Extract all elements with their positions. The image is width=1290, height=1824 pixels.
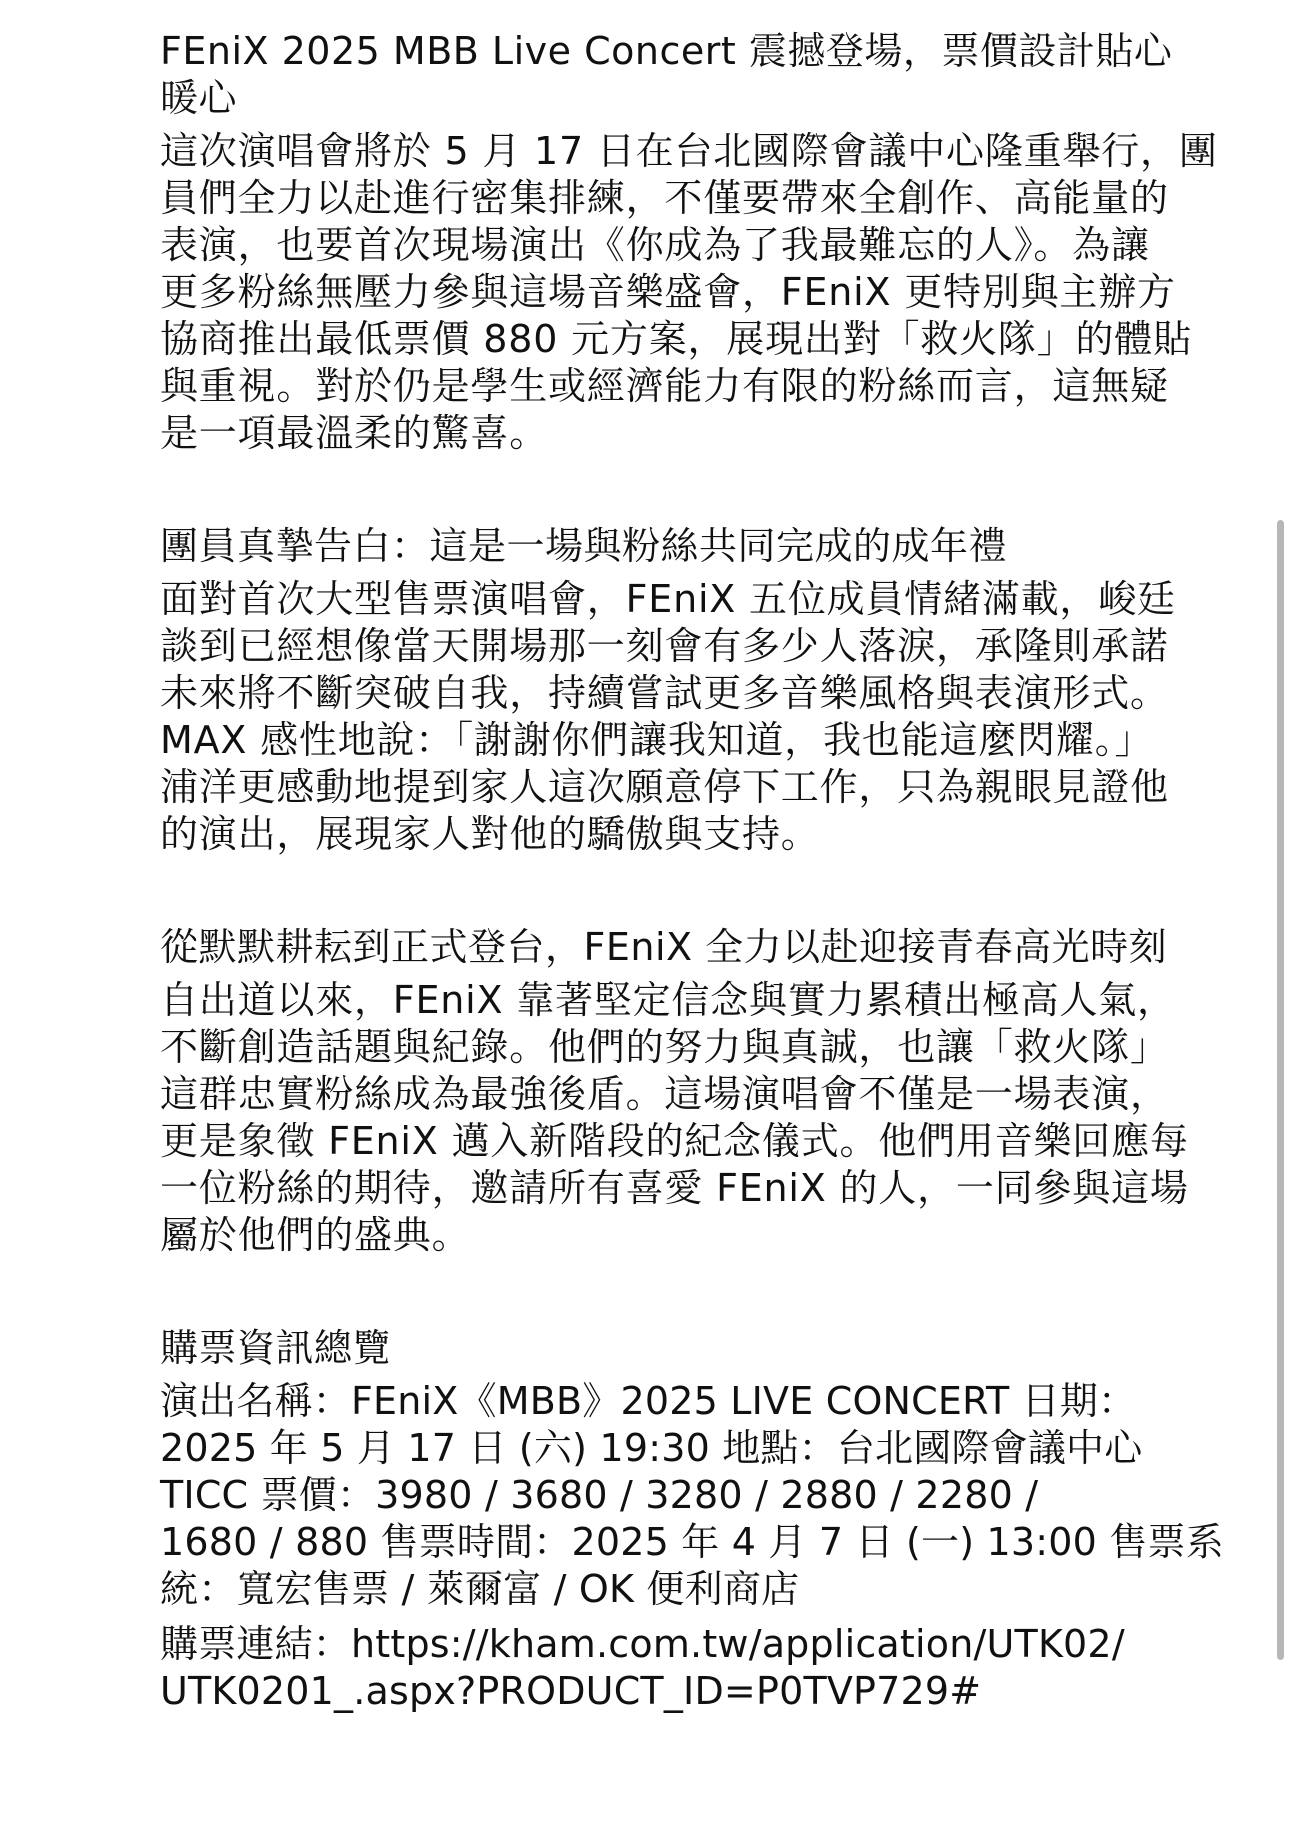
heading-line: FEniX 2025 MBB Live Concert 震撼登場，票價設計貼心 (160, 29, 1173, 73)
heading-line: 團員真摯告白：這是一場與粉絲共同完成的成年禮 (160, 524, 1008, 568)
paragraph-line: 浦洋更感動地提到家人這次願意停下工作，只為親眼見證他 (160, 765, 1169, 809)
paragraph-line: 統：寬宏售票 / 萊爾富 / OK 便利商店 (160, 1567, 800, 1611)
section-heading (160, 924, 1250, 971)
paragraph-line: 談到已經想像當天開場那一刻會有多少人落淚，承隆則承諾 (160, 624, 1169, 668)
paragraph-line: 這次演唱會將於 5 月 17 日在台北國際會議中心隆重舉行，團 (160, 129, 1218, 173)
ticket-link-paragraph[interactable] (160, 1621, 1250, 1715)
paragraph-line: 演出名稱：FEniX《MBB》2025 LIVE CONCERT 日期： (160, 1379, 1137, 1423)
paragraph-line: 自出道以來，FEniX 靠著堅定信念與實力累積出極高人氣， (160, 978, 1176, 1022)
paragraph-line: 未來將不斷突破自我，持續嘗試更多音樂風格與表演形式。 (160, 671, 1169, 715)
section-ticket-info (160, 1325, 1250, 1715)
section-heading (160, 28, 1250, 122)
paragraph-line: 協商推出最低票價 880 元方案，展現出對「救火隊」的體貼 (160, 317, 1192, 361)
paragraph-line: 的演出，展現家人對他的驕傲與支持。 (160, 812, 820, 856)
paragraph-line: 更是象徵 FEniX 邁入新階段的紀念儀式。他們用音樂回應每 (160, 1119, 1189, 1163)
paragraph-line: 更多粉絲無壓力參與這場音樂盛會，FEniX 更特別與主辦方 (160, 270, 1176, 314)
paragraph-spacer (160, 1613, 1250, 1621)
section-paragraph (160, 128, 1250, 457)
section-journey (160, 924, 1250, 1259)
scrollbar[interactable] (1278, 0, 1290, 1824)
article (160, 28, 1250, 1715)
paragraph-line: 2025 年 5 月 17 日 (六) 19:30 地點：台北國際會議中心 (160, 1426, 1143, 1470)
paragraph-line: 1680 / 880 售票時間：2025 年 4 月 7 日 (一) 13:00 售票系 (160, 1520, 1224, 1564)
section-paragraph (160, 977, 1250, 1259)
ticket-link-line[interactable]: 購票連結：https://kham.com.tw/application/UTK02/ (160, 1622, 1125, 1666)
paragraph-line: 與重視。對於仍是學生或經濟能力有限的粉絲而言，這無疑 (160, 364, 1169, 408)
paragraph-line: 不斷創造話題與紀錄。他們的努力與真誠，也讓「救火隊」 (160, 1025, 1169, 1069)
paragraph-line: 面對首次大型售票演唱會，FEniX 五位成員情緒滿載，峻廷 (160, 577, 1176, 621)
heading-line: 暖心 (160, 76, 238, 120)
scrollbar-thumb[interactable] (1277, 520, 1284, 1660)
section-ticket-pricing (160, 28, 1250, 457)
paragraph-line: 一位粉絲的期待，邀請所有喜愛 FEniX 的人，一同參與這場 (160, 1166, 1189, 1210)
heading-line: 從默默耕耘到正式登台，FEniX 全力以赴迎接青春高光時刻 (160, 925, 1168, 969)
paragraph-line: 表演，也要首次現場演出《你成為了我最難忘的人》。為讓 (160, 223, 1150, 267)
paragraph-line: 員們全力以赴進行密集排練，不僅要帶來全創作、高能量的 (160, 176, 1169, 220)
heading-line: 購票資訊總覽 (160, 1326, 392, 1370)
section-member-confession (160, 523, 1250, 858)
paragraph-line: 屬於他們的盛典。 (160, 1213, 471, 1257)
ticket-link-line[interactable]: UTK0201_.aspx?PRODUCT_ID=P0TVP729# (160, 1669, 982, 1713)
section-paragraph (160, 576, 1250, 858)
ticket-info-paragraph (160, 1378, 1250, 1613)
paragraph-line: 這群忠實粉絲成為最強後盾。這場演唱會不僅是一場表演， (160, 1072, 1169, 1116)
paragraph-line: MAX 感性地說：「謝謝你們讓我知道，我也能這麼閃耀。」 (160, 718, 1154, 762)
section-heading (160, 1325, 1250, 1372)
paragraph-line: TICC 票價：3980 / 3680 / 3280 / 2880 / 2280 / (160, 1473, 1039, 1517)
section-heading (160, 523, 1250, 570)
paragraph-line: 是一項最溫柔的驚喜。 (160, 411, 549, 455)
